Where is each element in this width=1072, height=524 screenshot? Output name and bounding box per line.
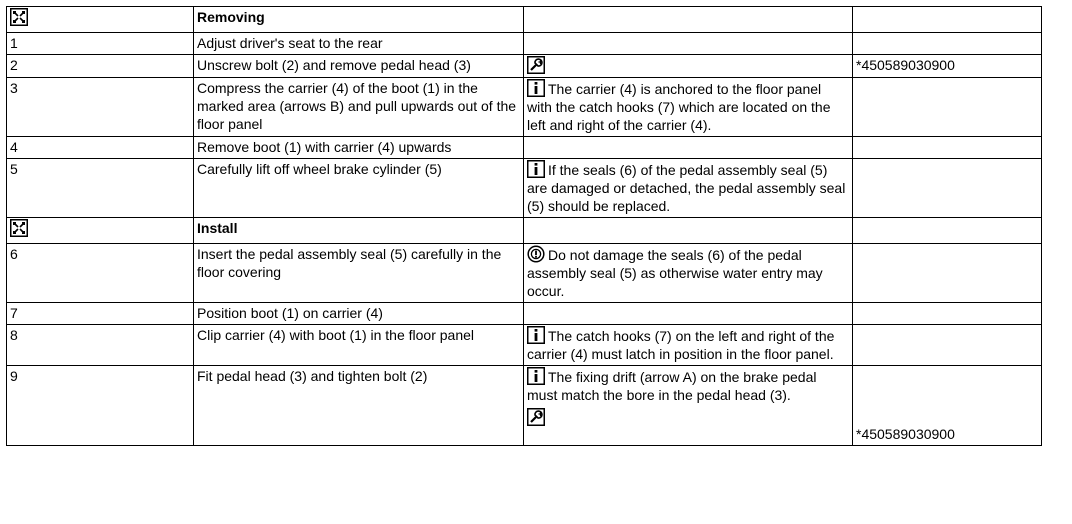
step-row <box>7 366 1042 446</box>
step-note: Do not damage the seals (6) of the pedal assembly seal (5) as otherwise water entry may occur. <box>527 247 823 299</box>
section-row-removing <box>7 7 1042 33</box>
step-row <box>7 55 1042 78</box>
step-text: Remove boot (1) with carrier (4) upwards <box>194 137 524 159</box>
step-note: The fixing drift (arrow A) on the brake pedal must match the bore in the pedal head (3). <box>527 369 817 403</box>
step-note: If the seals (6) of the pedal assembly seal (5) are damaged or detached, the pedal assembly seal (5) should be replaced. <box>527 162 846 214</box>
step-number: 7 <box>7 303 194 325</box>
step-number: 3 <box>7 78 194 137</box>
tool-row <box>527 408 849 427</box>
step-text: Unscrew bolt (2) and remove pedal head (3) <box>194 55 524 78</box>
step-row <box>7 159 1042 218</box>
step-text: Compress the carrier (4) of the boot (1) in the marked area (arrows B) and pull upwards out of the floor panel <box>194 78 524 137</box>
section-icon-cell <box>7 7 194 33</box>
step-number: 6 <box>7 244 194 303</box>
step-number: 8 <box>7 325 194 366</box>
section-icon-cell <box>7 218 194 244</box>
info-icon <box>527 160 545 178</box>
spanner-cross-icon <box>10 219 28 237</box>
step-number: 2 <box>7 55 194 78</box>
spanner-cross-icon <box>10 8 28 26</box>
step-text: Clip carrier (4) with boot (1) in the floor panel <box>194 325 524 366</box>
step-number: 1 <box>7 33 194 55</box>
section-title: Removing <box>194 7 524 33</box>
step-note: The catch hooks (7) on the left and right of the carrier (4) must latch in position in the floor panel. <box>527 328 835 362</box>
step-row <box>7 33 1042 55</box>
info-icon <box>527 367 545 385</box>
tool-number: *450589030900 <box>856 426 955 442</box>
step-row <box>7 78 1042 137</box>
step-text: Carefully lift off wheel brake cylinder (5) <box>194 159 524 218</box>
section-title: Install <box>194 218 524 244</box>
step-row <box>7 244 1042 303</box>
step-text: Insert the pedal assembly seal (5) carefully in the floor covering <box>194 244 524 303</box>
section-row-install <box>7 218 1042 244</box>
step-text: Position boot (1) on carrier (4) <box>194 303 524 325</box>
step-text: Fit pedal head (3) and tighten bolt (2) <box>194 366 524 446</box>
info-icon <box>527 326 545 344</box>
info-icon <box>527 79 545 97</box>
tool-number: *450589030900 <box>853 55 1042 78</box>
special-tool-icon <box>527 408 545 426</box>
step-number: 4 <box>7 137 194 159</box>
step-number: 9 <box>7 366 194 446</box>
step-number: 5 <box>7 159 194 218</box>
caution-icon <box>527 245 545 263</box>
special-tool-icon <box>527 56 545 74</box>
step-row <box>7 325 1042 366</box>
step-note: The carrier (4) is anchored to the floor panel with the catch hooks (7) which are located on the left and right of the carrier (4). <box>527 81 831 133</box>
step-text: Adjust driver's seat to the rear <box>194 33 524 55</box>
procedure-table <box>6 6 1042 446</box>
step-row <box>7 137 1042 159</box>
step-row <box>7 303 1042 325</box>
